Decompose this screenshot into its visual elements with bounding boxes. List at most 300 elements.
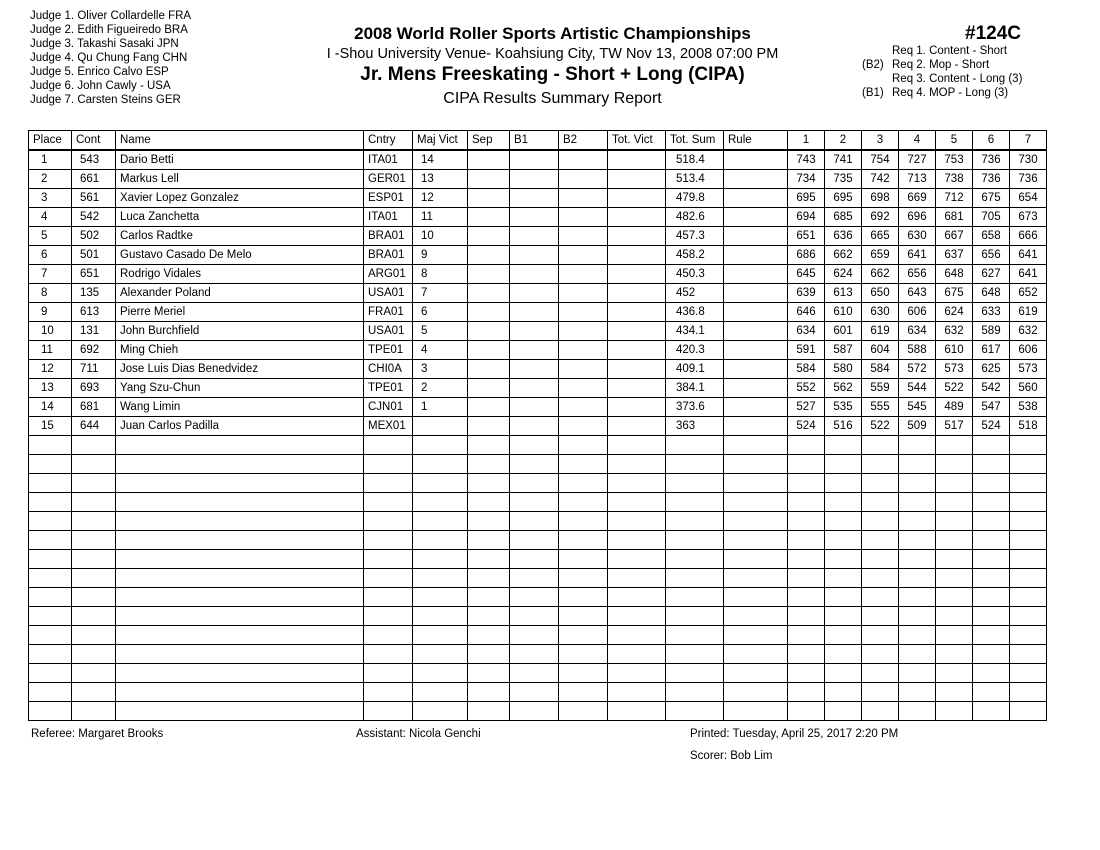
empty-cell bbox=[666, 531, 724, 550]
cell-judge-2-score: 735 bbox=[825, 170, 862, 189]
empty-cell bbox=[72, 455, 116, 474]
empty-cell bbox=[72, 569, 116, 588]
empty-cell bbox=[899, 588, 936, 607]
table-row bbox=[29, 150, 1047, 170]
empty-cell bbox=[1010, 645, 1047, 664]
empty-cell bbox=[468, 436, 510, 455]
cell-rule bbox=[724, 417, 788, 436]
cell-judge-3-score: 559 bbox=[862, 379, 899, 398]
cell-judge-2-score: 624 bbox=[825, 265, 862, 284]
table-row bbox=[29, 360, 1047, 379]
empty-cell bbox=[468, 493, 510, 512]
empty-cell bbox=[899, 474, 936, 493]
empty-cell bbox=[559, 436, 608, 455]
empty-cell bbox=[29, 493, 72, 512]
empty-cell bbox=[510, 664, 559, 683]
col-header-name: Name bbox=[116, 131, 364, 151]
empty-cell bbox=[936, 607, 973, 626]
cell-b2 bbox=[559, 417, 608, 436]
judge-entry: Judge 6. John Cawly - USA bbox=[30, 80, 171, 92]
cell-judge-6-score: 736 bbox=[973, 170, 1010, 189]
cell-judge-4-score: 572 bbox=[899, 360, 936, 379]
cell-judge-6-score: 625 bbox=[973, 360, 1010, 379]
cell-judge-5-score: 675 bbox=[936, 284, 973, 303]
cell-judge-5-score: 489 bbox=[936, 398, 973, 417]
empty-cell bbox=[724, 512, 788, 531]
empty-cell bbox=[825, 550, 862, 569]
cell-judge-7-score: 641 bbox=[1010, 265, 1047, 284]
table-row bbox=[29, 417, 1047, 436]
cell-name: Ming Chieh bbox=[116, 341, 364, 360]
empty-cell bbox=[973, 626, 1010, 645]
cell-b2 bbox=[559, 360, 608, 379]
cell-judge-3-score: 619 bbox=[862, 322, 899, 341]
cell-name: Rodrigo Vidales bbox=[116, 265, 364, 284]
empty-cell bbox=[862, 626, 899, 645]
empty-cell bbox=[29, 569, 72, 588]
table-row bbox=[29, 379, 1047, 398]
cell-judge-2-score: 587 bbox=[825, 341, 862, 360]
empty-cell bbox=[666, 702, 724, 721]
cell-place: 10 bbox=[29, 322, 72, 341]
judge-entry: Judge 3. Takashi Sasaki JPN bbox=[30, 38, 179, 50]
cell-judge-5-score: 712 bbox=[936, 189, 973, 208]
cell-judge-7-score: 573 bbox=[1010, 360, 1047, 379]
empty-cell bbox=[413, 645, 468, 664]
cell-judge-7-score: 518 bbox=[1010, 417, 1047, 436]
cell-b2 bbox=[559, 284, 608, 303]
cell-name: Wang Limin bbox=[116, 398, 364, 417]
cell-maj-vict: 3 bbox=[413, 360, 468, 379]
cell-tot-sum: 420.3 bbox=[666, 341, 724, 360]
cell-maj-vict: 2 bbox=[413, 379, 468, 398]
empty-cell bbox=[862, 550, 899, 569]
empty-table-row bbox=[29, 626, 1047, 645]
cell-place: 8 bbox=[29, 284, 72, 303]
printed-label: Printed: Tuesday, April 25, 2017 2:20 PM bbox=[690, 728, 899, 740]
empty-cell bbox=[1010, 607, 1047, 626]
cell-judge-5-score: 632 bbox=[936, 322, 973, 341]
cell-judge-3-score: 698 bbox=[862, 189, 899, 208]
empty-cell bbox=[510, 436, 559, 455]
cell-judge-4-score: 545 bbox=[899, 398, 936, 417]
empty-cell bbox=[468, 512, 510, 531]
empty-cell bbox=[825, 664, 862, 683]
cell-judge-4-score: 696 bbox=[899, 208, 936, 227]
cell-sep bbox=[468, 284, 510, 303]
empty-cell bbox=[1010, 664, 1047, 683]
empty-cell bbox=[468, 626, 510, 645]
cell-judge-6-score: 736 bbox=[973, 150, 1010, 170]
empty-cell bbox=[862, 683, 899, 702]
empty-cell bbox=[899, 664, 936, 683]
cell-name: Dario Betti bbox=[116, 150, 364, 170]
empty-cell bbox=[862, 607, 899, 626]
cell-rule bbox=[724, 303, 788, 322]
empty-cell bbox=[973, 512, 1010, 531]
empty-cell bbox=[559, 550, 608, 569]
empty-cell bbox=[973, 607, 1010, 626]
cell-cont: 613 bbox=[72, 303, 116, 322]
cell-b2 bbox=[559, 322, 608, 341]
col-header-judge-4: 4 bbox=[899, 131, 936, 151]
empty-cell bbox=[468, 645, 510, 664]
cell-place: 14 bbox=[29, 398, 72, 417]
cell-cont: 661 bbox=[72, 170, 116, 189]
cell-judge-4-score: 634 bbox=[899, 322, 936, 341]
cell-tot-sum: 457.3 bbox=[666, 227, 724, 246]
cell-sep bbox=[468, 265, 510, 284]
requirement-prefix bbox=[862, 44, 892, 58]
cell-sep bbox=[468, 246, 510, 265]
requirement-label: Req 2. Mop - Short bbox=[892, 59, 990, 71]
empty-cell bbox=[608, 569, 666, 588]
cell-cntry: USA01 bbox=[364, 322, 413, 341]
empty-cell bbox=[862, 455, 899, 474]
cell-tot-vict bbox=[608, 208, 666, 227]
cell-tot-vict bbox=[608, 150, 666, 170]
empty-cell bbox=[825, 607, 862, 626]
empty-cell bbox=[364, 607, 413, 626]
empty-cell bbox=[666, 455, 724, 474]
cell-cont: 542 bbox=[72, 208, 116, 227]
empty-cell bbox=[72, 683, 116, 702]
empty-cell bbox=[364, 455, 413, 474]
cell-sep bbox=[468, 208, 510, 227]
empty-cell bbox=[899, 702, 936, 721]
empty-cell bbox=[468, 588, 510, 607]
cell-rule bbox=[724, 208, 788, 227]
empty-cell bbox=[973, 474, 1010, 493]
cell-judge-2-score: 613 bbox=[825, 284, 862, 303]
cell-b2 bbox=[559, 379, 608, 398]
empty-cell bbox=[29, 436, 72, 455]
empty-cell bbox=[899, 512, 936, 531]
empty-cell bbox=[899, 683, 936, 702]
empty-cell bbox=[364, 474, 413, 493]
empty-cell bbox=[413, 474, 468, 493]
empty-cell bbox=[788, 569, 825, 588]
cell-name: Yang Szu-Chun bbox=[116, 379, 364, 398]
cell-name: John Burchfield bbox=[116, 322, 364, 341]
cell-judge-2-score: 516 bbox=[825, 417, 862, 436]
empty-cell bbox=[116, 607, 364, 626]
cell-cntry: USA01 bbox=[364, 284, 413, 303]
empty-cell bbox=[973, 550, 1010, 569]
cell-place: 9 bbox=[29, 303, 72, 322]
cell-sep bbox=[468, 170, 510, 189]
empty-cell bbox=[973, 645, 1010, 664]
cell-tot-vict bbox=[608, 170, 666, 189]
empty-cell bbox=[29, 455, 72, 474]
cell-tot-sum: 450.3 bbox=[666, 265, 724, 284]
cell-judge-3-score: 754 bbox=[862, 150, 899, 170]
cell-judge-7-score: 538 bbox=[1010, 398, 1047, 417]
cell-cont: 131 bbox=[72, 322, 116, 341]
empty-cell bbox=[724, 683, 788, 702]
empty-cell bbox=[724, 607, 788, 626]
empty-cell bbox=[116, 664, 364, 683]
empty-table-row bbox=[29, 512, 1047, 531]
empty-cell bbox=[468, 569, 510, 588]
empty-cell bbox=[413, 455, 468, 474]
empty-table-row bbox=[29, 436, 1047, 455]
cell-b1 bbox=[510, 360, 559, 379]
empty-cell bbox=[559, 531, 608, 550]
empty-cell bbox=[413, 436, 468, 455]
empty-cell bbox=[973, 588, 1010, 607]
cell-tot-sum: 434.1 bbox=[666, 322, 724, 341]
judge-entry: Judge 5. Enrico Calvo ESP bbox=[30, 66, 169, 78]
empty-cell bbox=[825, 493, 862, 512]
cell-judge-4-score: 588 bbox=[899, 341, 936, 360]
cell-sep bbox=[468, 398, 510, 417]
cell-sep bbox=[468, 227, 510, 246]
empty-cell bbox=[559, 569, 608, 588]
cell-cont: 711 bbox=[72, 360, 116, 379]
cell-b1 bbox=[510, 398, 559, 417]
empty-cell bbox=[510, 645, 559, 664]
cell-judge-3-score: 604 bbox=[862, 341, 899, 360]
cell-judge-3-score: 662 bbox=[862, 265, 899, 284]
cell-maj-vict: 12 bbox=[413, 189, 468, 208]
empty-cell bbox=[608, 664, 666, 683]
empty-cell bbox=[116, 512, 364, 531]
empty-cell bbox=[29, 683, 72, 702]
empty-cell bbox=[724, 569, 788, 588]
empty-cell bbox=[936, 550, 973, 569]
empty-cell bbox=[608, 455, 666, 474]
empty-cell bbox=[559, 702, 608, 721]
empty-cell bbox=[724, 550, 788, 569]
cell-judge-6-score: 633 bbox=[973, 303, 1010, 322]
cell-judge-7-score: 641 bbox=[1010, 246, 1047, 265]
empty-cell bbox=[899, 626, 936, 645]
cell-judge-7-score: 560 bbox=[1010, 379, 1047, 398]
cell-tot-vict bbox=[608, 227, 666, 246]
empty-cell bbox=[608, 607, 666, 626]
empty-table-row bbox=[29, 702, 1047, 721]
empty-cell bbox=[510, 702, 559, 721]
cell-name: Markus Lell bbox=[116, 170, 364, 189]
empty-cell bbox=[72, 702, 116, 721]
cell-cont: 502 bbox=[72, 227, 116, 246]
empty-cell bbox=[788, 702, 825, 721]
cell-cont: 543 bbox=[72, 150, 116, 170]
empty-cell bbox=[666, 645, 724, 664]
cell-rule bbox=[724, 189, 788, 208]
empty-cell bbox=[825, 702, 862, 721]
cell-judge-4-score: 713 bbox=[899, 170, 936, 189]
empty-cell bbox=[825, 588, 862, 607]
cell-judge-1-score: 694 bbox=[788, 208, 825, 227]
venue-line: I -Shou University Venue- Koahsiung City, TW Nov 13, 2008 07:00 PM bbox=[326, 46, 779, 62]
cell-judge-2-score: 580 bbox=[825, 360, 862, 379]
cell-tot-sum: 479.8 bbox=[666, 189, 724, 208]
cell-b1 bbox=[510, 341, 559, 360]
empty-table-row bbox=[29, 588, 1047, 607]
cell-tot-vict bbox=[608, 379, 666, 398]
cell-maj-vict: 5 bbox=[413, 322, 468, 341]
empty-cell bbox=[116, 550, 364, 569]
empty-cell bbox=[510, 588, 559, 607]
cell-judge-1-score: 524 bbox=[788, 417, 825, 436]
cell-b1 bbox=[510, 189, 559, 208]
empty-cell bbox=[29, 512, 72, 531]
empty-cell bbox=[364, 664, 413, 683]
empty-cell bbox=[559, 493, 608, 512]
cell-cont: 651 bbox=[72, 265, 116, 284]
cell-judge-7-score: 652 bbox=[1010, 284, 1047, 303]
empty-cell bbox=[973, 683, 1010, 702]
empty-cell bbox=[1010, 569, 1047, 588]
table-row bbox=[29, 227, 1047, 246]
cell-cntry: TPE01 bbox=[364, 341, 413, 360]
col-header-b1: B1 bbox=[510, 131, 559, 151]
empty-cell bbox=[1010, 702, 1047, 721]
empty-cell bbox=[899, 550, 936, 569]
assistant-label: Assistant: Nicola Genchi bbox=[356, 728, 481, 740]
empty-cell bbox=[862, 569, 899, 588]
empty-cell bbox=[510, 550, 559, 569]
header-row bbox=[29, 131, 1047, 151]
table-row bbox=[29, 246, 1047, 265]
empty-cell bbox=[825, 455, 862, 474]
empty-cell bbox=[510, 493, 559, 512]
cell-judge-2-score: 695 bbox=[825, 189, 862, 208]
empty-cell bbox=[1010, 474, 1047, 493]
empty-cell bbox=[510, 512, 559, 531]
judge-entry: Judge 2. Edith Figueiredo BRA bbox=[30, 24, 188, 36]
cell-maj-vict: 6 bbox=[413, 303, 468, 322]
empty-cell bbox=[825, 436, 862, 455]
cell-maj-vict: 1 bbox=[413, 398, 468, 417]
empty-cell bbox=[413, 493, 468, 512]
cell-b1 bbox=[510, 246, 559, 265]
empty-cell bbox=[29, 645, 72, 664]
empty-cell bbox=[862, 474, 899, 493]
empty-cell bbox=[364, 436, 413, 455]
table-row bbox=[29, 189, 1047, 208]
report-subtitle: CIPA Results Summary Report bbox=[443, 90, 662, 107]
empty-cell bbox=[608, 531, 666, 550]
cell-judge-7-score: 730 bbox=[1010, 150, 1047, 170]
col-header-judge-3: 3 bbox=[862, 131, 899, 151]
empty-cell bbox=[116, 455, 364, 474]
cell-judge-2-score: 636 bbox=[825, 227, 862, 246]
empty-cell bbox=[413, 702, 468, 721]
col-header-tot-sum: Tot. Sum bbox=[666, 131, 724, 151]
cell-judge-5-score: 648 bbox=[936, 265, 973, 284]
cell-place: 11 bbox=[29, 341, 72, 360]
cell-tot-sum: 384.1 bbox=[666, 379, 724, 398]
cell-sep bbox=[468, 322, 510, 341]
empty-cell bbox=[936, 474, 973, 493]
empty-cell bbox=[468, 474, 510, 493]
empty-cell bbox=[973, 455, 1010, 474]
cell-judge-5-score: 624 bbox=[936, 303, 973, 322]
empty-table-row bbox=[29, 569, 1047, 588]
cell-judge-1-score: 743 bbox=[788, 150, 825, 170]
cell-judge-2-score: 601 bbox=[825, 322, 862, 341]
empty-cell bbox=[862, 702, 899, 721]
cell-maj-vict: 11 bbox=[413, 208, 468, 227]
cell-rule bbox=[724, 150, 788, 170]
empty-cell bbox=[666, 550, 724, 569]
empty-cell bbox=[973, 436, 1010, 455]
judge-entry: Judge 7. Carsten Steins GER bbox=[30, 94, 181, 106]
cell-rule bbox=[724, 360, 788, 379]
cell-judge-3-score: 742 bbox=[862, 170, 899, 189]
cell-judge-4-score: 641 bbox=[899, 246, 936, 265]
empty-cell bbox=[559, 607, 608, 626]
col-header-judge-7: 7 bbox=[1010, 131, 1047, 151]
cell-judge-5-score: 681 bbox=[936, 208, 973, 227]
empty-cell bbox=[1010, 455, 1047, 474]
empty-cell bbox=[666, 588, 724, 607]
empty-cell bbox=[825, 569, 862, 588]
cell-judge-7-score: 736 bbox=[1010, 170, 1047, 189]
cell-maj-vict: 7 bbox=[413, 284, 468, 303]
table-row bbox=[29, 208, 1047, 227]
cell-judge-6-score: 547 bbox=[973, 398, 1010, 417]
empty-cell bbox=[559, 512, 608, 531]
requirement-entry bbox=[862, 44, 1022, 58]
cell-rule bbox=[724, 246, 788, 265]
empty-cell bbox=[1010, 683, 1047, 702]
cell-b1 bbox=[510, 379, 559, 398]
cell-tot-vict bbox=[608, 246, 666, 265]
empty-table-row bbox=[29, 607, 1047, 626]
cell-cont: 693 bbox=[72, 379, 116, 398]
empty-cell bbox=[116, 531, 364, 550]
judge-entry: Judge 1. Oliver Collardelle FRA bbox=[30, 10, 192, 22]
cell-name: Pierre Meriel bbox=[116, 303, 364, 322]
cell-judge-4-score: 630 bbox=[899, 227, 936, 246]
cell-judge-5-score: 610 bbox=[936, 341, 973, 360]
empty-cell bbox=[936, 664, 973, 683]
empty-cell bbox=[510, 569, 559, 588]
empty-cell bbox=[1010, 436, 1047, 455]
cell-cont: 681 bbox=[72, 398, 116, 417]
cell-name: Carlos Radtke bbox=[116, 227, 364, 246]
cell-judge-5-score: 637 bbox=[936, 246, 973, 265]
empty-cell bbox=[29, 607, 72, 626]
judges-list bbox=[30, 9, 191, 107]
cell-judge-2-score: 535 bbox=[825, 398, 862, 417]
cell-cntry: BRA01 bbox=[364, 246, 413, 265]
cell-judge-2-score: 562 bbox=[825, 379, 862, 398]
empty-cell bbox=[559, 474, 608, 493]
cell-judge-3-score: 692 bbox=[862, 208, 899, 227]
empty-cell bbox=[72, 531, 116, 550]
cell-judge-3-score: 630 bbox=[862, 303, 899, 322]
empty-cell bbox=[559, 455, 608, 474]
col-header-b2: B2 bbox=[559, 131, 608, 151]
empty-cell bbox=[116, 474, 364, 493]
empty-cell bbox=[608, 702, 666, 721]
report-id: #124C bbox=[965, 23, 1021, 44]
empty-cell bbox=[1010, 550, 1047, 569]
empty-cell bbox=[825, 512, 862, 531]
cell-sep bbox=[468, 303, 510, 322]
cell-cntry: CJN01 bbox=[364, 398, 413, 417]
cell-place: 7 bbox=[29, 265, 72, 284]
empty-cell bbox=[825, 626, 862, 645]
cell-tot-sum: 373.6 bbox=[666, 398, 724, 417]
empty-cell bbox=[559, 626, 608, 645]
requirement-label: Req 3. Content - Long (3) bbox=[892, 73, 1023, 85]
